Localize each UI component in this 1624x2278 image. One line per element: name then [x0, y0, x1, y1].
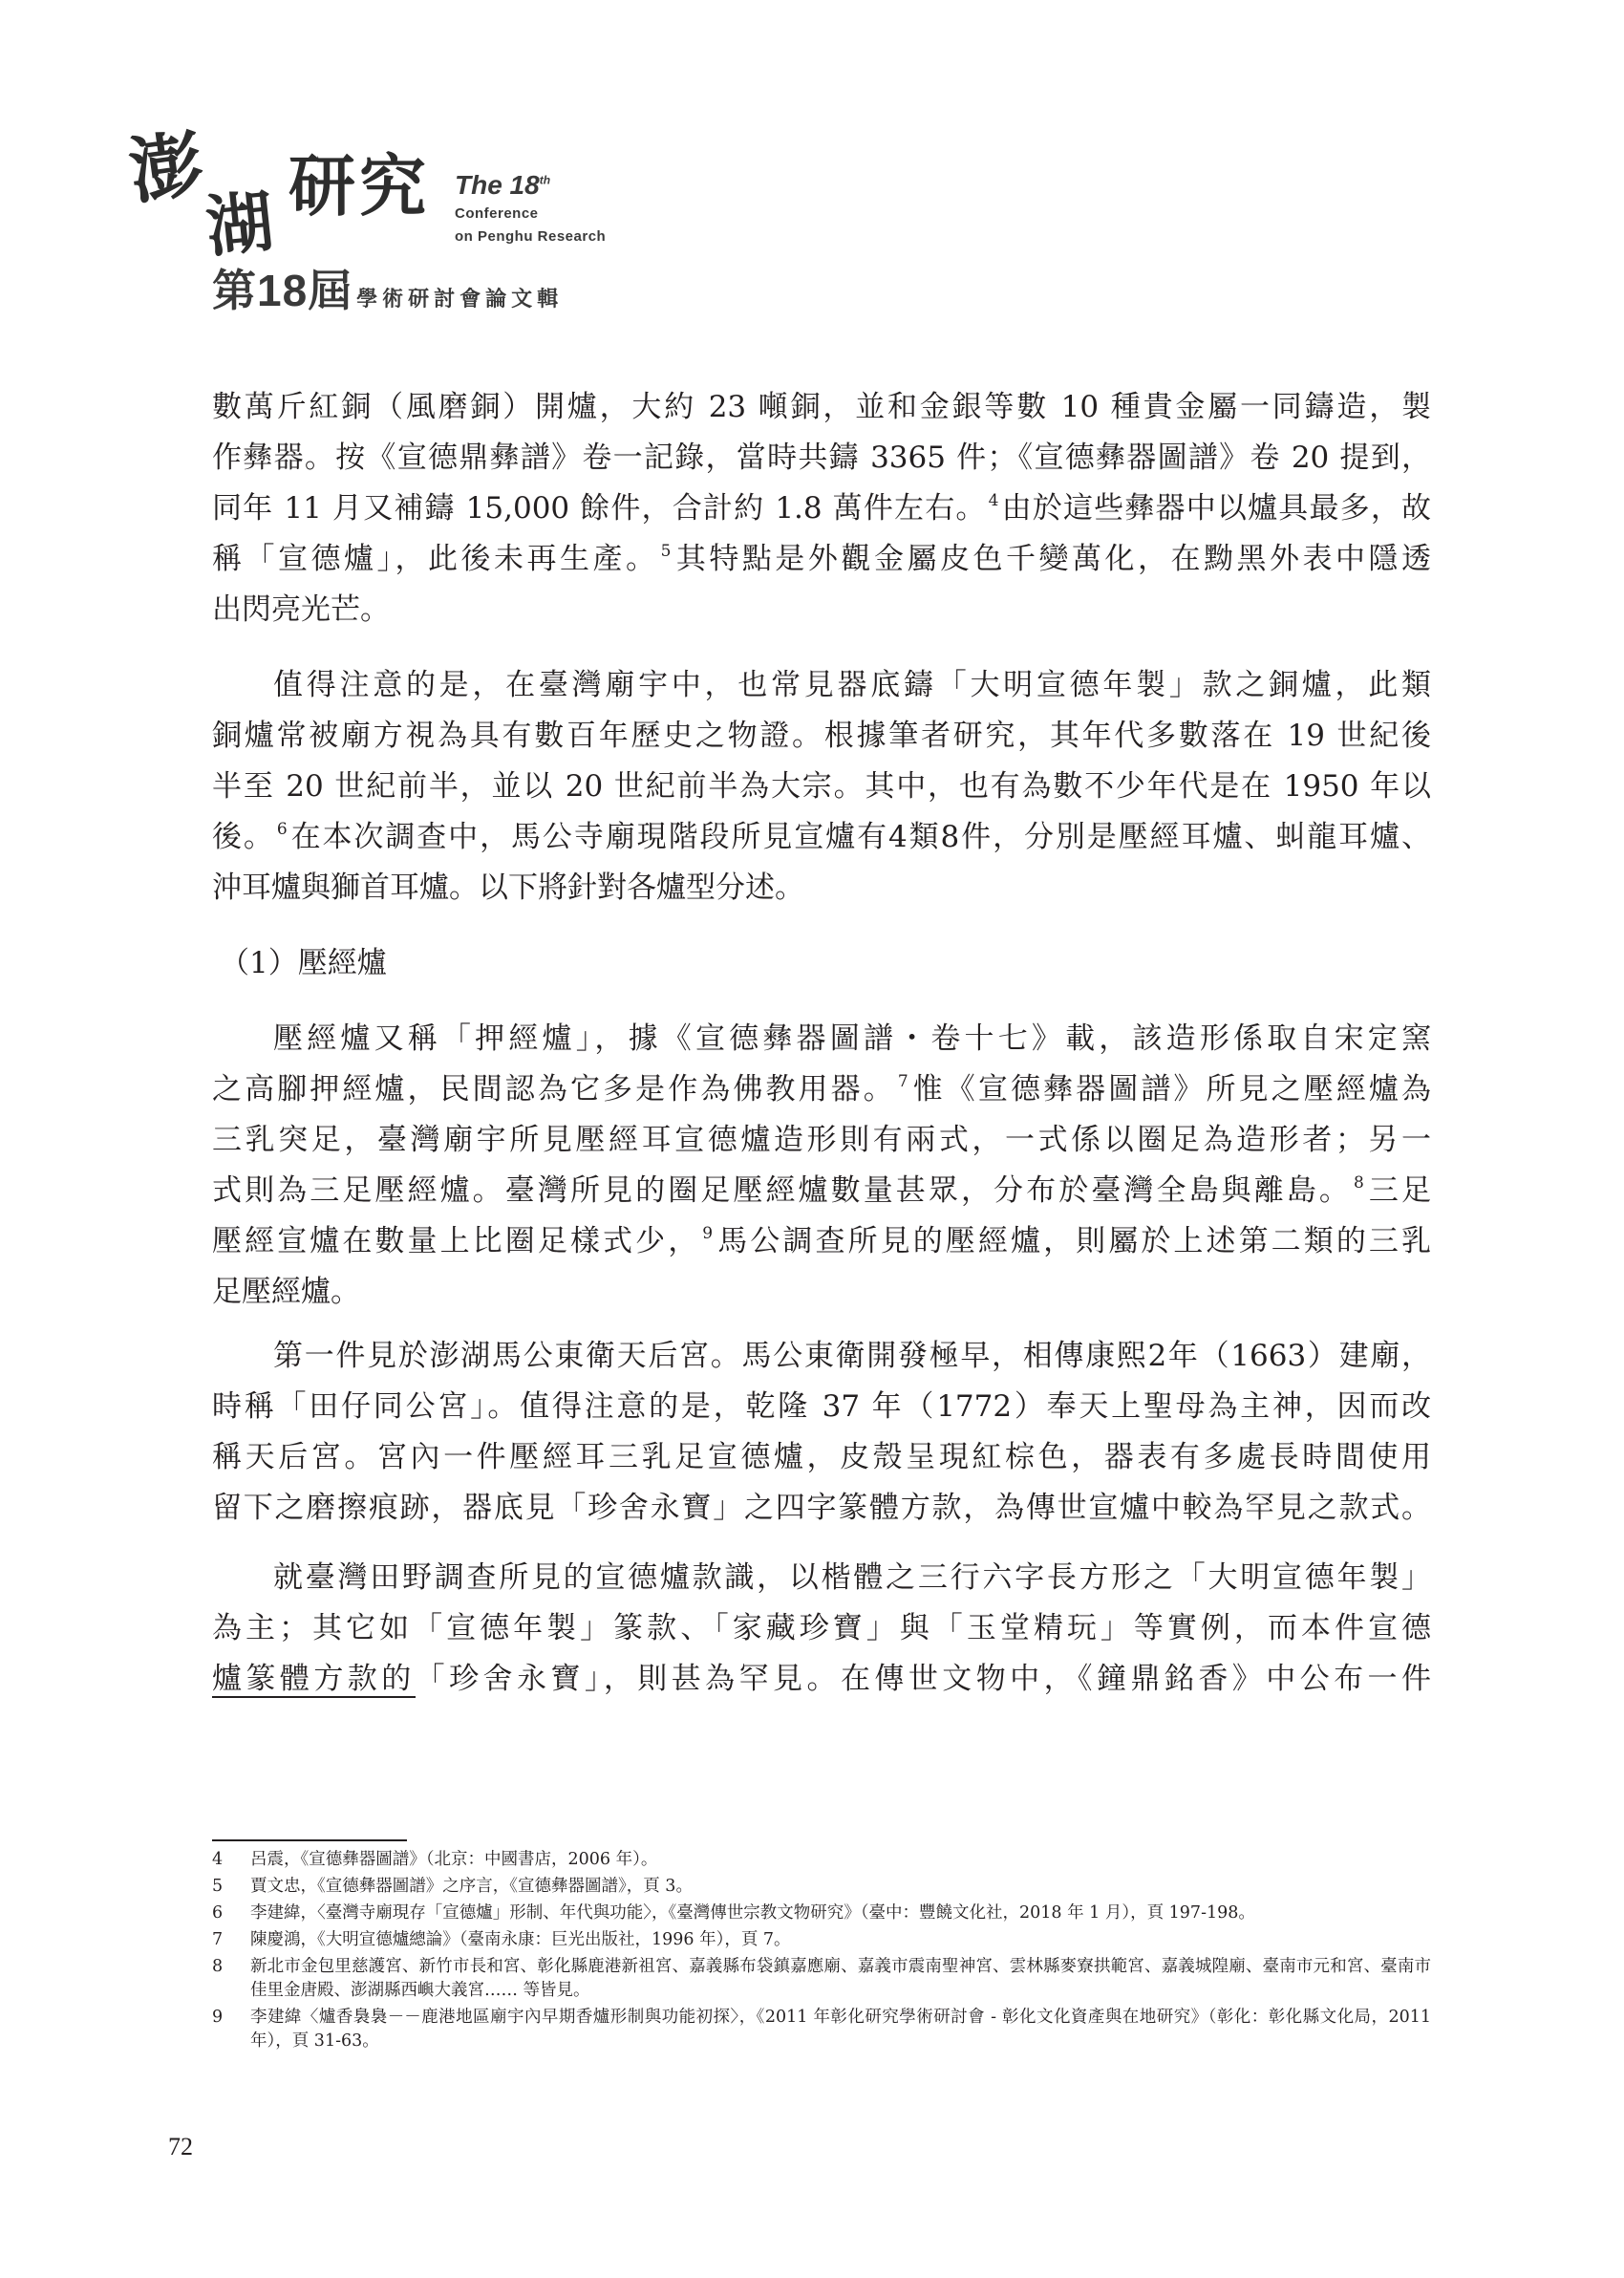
text-line: 壓經宣爐在數量上比圈足樣式少， $^9$馬公調查所見的壓經爐，則屬於上述第二類的三乳: [212, 1224, 1432, 1258]
paragraph-5: [212, 1553, 1431, 1705]
header-title-char-1: 澎: [124, 120, 208, 215]
header-title-chars-3-4: 研究: [288, 146, 430, 226]
header-edition: 第18屆: [212, 266, 353, 315]
text-line: 作彝器。按《宣德鼎彝譜》卷一記錄，當時共鑄 3365 件；《宣德彝器圖譜》卷 20 提到，: [212, 441, 1431, 475]
footnote: 4 呂震，《宣德彝器圖譜》（北京：中國書店，2006 年）。: [212, 1850, 658, 1869]
page-number: 72: [168, 2133, 193, 2160]
header-proceedings: 學術研討會論文輯: [356, 288, 564, 312]
footnote: 5 賈文忠，《宣德彝器圖譜》之序言，《宣德彝器圖譜》，頁 3。: [212, 1877, 693, 1896]
text-line: 出閃亮光芒。: [212, 592, 390, 627]
footnote-ref-5[interactable]: 5: [660, 542, 672, 561]
header-conference-english: [455, 172, 606, 248]
text-line: 為主；其它如「宣德年製」篆款、「家藏珍寶」與「玉堂精玩」等實例，而本件宣德: [212, 1611, 1431, 1645]
text-line: 同年 11 月又補鑄 15,000 餘件，合計約 1.8 萬件左右。 $^4$由於這些彝器中以爐具最多，故: [212, 491, 1432, 526]
footnote: 7 陳慶鴻，《大明宣德爐總論》（臺南永康：巨光出版社，1996 年），頁 7。: [212, 1930, 791, 1949]
text-line: 爐篆體方款的「珍舍永寶」，則甚為罕見。在傳世文物中，《鐘鼎銘香》中公布一件: [212, 1662, 1432, 1696]
text-line: 壓經爐又稱「押經爐」，據《宣德彝器圖譜・卷十七》載，該造形係取自宋定窯: [273, 1021, 1431, 1056]
section-heading: （1）壓經爐: [220, 946, 387, 980]
header-conference-line-2: Conference: [455, 205, 539, 222]
header-conference-line-1: The 18th: [455, 170, 551, 200]
text-line: 沖耳爐與獅首耳爐。以下將針對各爐型分述。: [212, 870, 804, 905]
text-line: 後。 $^6$在本次調查中，馬公寺廟現階段所見宣爐有4類8件，分別是壓經耳爐、虯龍耳爐、: [212, 820, 1432, 854]
paragraph-3: [212, 1014, 1431, 1318]
text-line: 半至 20 世紀前半，並以 20 世紀前半為大宗。其中，也有為數不少年代是在 1950 年以: [212, 769, 1431, 804]
footnote: 9 李建緯〈爐香裊裊－－鹿港地區廟宇內早期香爐形制與功能初探〉，《2011 年彰化研究學術研討會 - 彰化文化資產與在地研究》（彰化：彰化縣文化局，2011 年），頁 31-63。: [212, 2008, 1431, 2051]
footnote-ref-9[interactable]: 9: [702, 1224, 714, 1243]
text-line: 稱天后宮。宮內一件壓經耳三乳足宣德爐，皮殼呈現紅棕色，器表有多處長時間使用: [212, 1440, 1431, 1474]
footnote: 8 新北市金包里慈護宮、新竹市長和宮、彰化縣鹿港新祖宮、嘉義縣布袋鎮嘉應廟、嘉義市震南聖神宮、雲林縣麥寮拱範宮、嘉義城隍廟、臺南市元和宮、臺南市佳里金唐殿、澎湖縣西嶼大義宮…… 等皆見。: [212, 1957, 1431, 2000]
journal-header: [0, 0, 1624, 315]
paragraph-1: [212, 382, 1431, 635]
text-line: 第一件見於澎湖馬公東衛天后宮。馬公東衛開發極早，相傳康熙2年（1663）建廟，: [273, 1339, 1431, 1373]
text-line: 式則為三足壓經爐。臺灣所見的圈足壓經爐數量甚眾，分布於臺灣全島與離島。 $^8$三足: [212, 1173, 1431, 1208]
text-line: 就臺灣田野調查所見的宣德爐款識，以楷體之三行六字長方形之「大明宣德年製」: [273, 1560, 1431, 1595]
paragraph-4: [212, 1331, 1431, 1534]
footnote-ref-7[interactable]: 7: [897, 1072, 908, 1091]
text-line: 銅爐常被廟方視為具有數百年歷史之物證。根據筆者研究，其年代多數落在 19 世紀後: [212, 719, 1431, 753]
header-conference-line-3: on Penghu Research: [455, 228, 607, 245]
main-text: [212, 382, 1431, 1705]
footnotes: [212, 1848, 1431, 2056]
paragraph-2: [212, 660, 1431, 913]
text-line: 時稱「田仔同公宮」。值得注意的是，乾隆 37 年（1772）奉天上聖母為主神，因而改: [212, 1389, 1431, 1424]
footnote-separator: [212, 1839, 407, 1841]
footnote-ref-4[interactable]: 4: [988, 491, 999, 510]
underlined-text: 爐篆體方款的: [212, 1662, 416, 1696]
text-line: 數萬斤紅銅（風磨銅）開爐，大約 23 噸銅，並和金銀等數 10 種貴金屬一同鑄造，製: [212, 390, 1431, 424]
footnote-ref-8[interactable]: 8: [1354, 1173, 1364, 1193]
text-line: 留下之磨擦痕跡，器底見「珍舍永寶」之四字篆體方款，為傳世宣爐中較為罕見之款式。: [212, 1491, 1431, 1525]
header-subtitle: [212, 256, 563, 319]
text-line: 稱「宣德爐」，此後未再生產。 $^5$其特點是外觀金屬皮色千變萬化，在黝黑外表中隱透: [212, 542, 1432, 576]
footnote: 6 李建緯，〈臺灣寺廟現存「宣德爐」形制、年代與功能〉，《臺灣傳世宗教文物研究》（臺中：豐饒文化社，2018 年 1 月），頁 197-198。: [212, 1903, 1255, 1923]
footnote-ref-6[interactable]: 6: [276, 820, 288, 839]
text-line: 足壓經爐。: [212, 1275, 360, 1309]
text-line: 值得注意的是，在臺灣廟宇中，也常見器底鑄「大明宣德年製」款之銅爐，此類: [273, 668, 1431, 702]
text-line: 三乳突足，臺灣廟宇所見壓經耳宣德爐造形則有兩式，一式係以圈足為造形者；另一: [212, 1123, 1431, 1157]
header-title-char-2: 湖: [202, 181, 278, 268]
text-line: 之高腳押經爐，民間認為它多是作為佛教用器。 $^7$惟《宣德彝器圖譜》所見之壓經爐為: [212, 1072, 1432, 1107]
